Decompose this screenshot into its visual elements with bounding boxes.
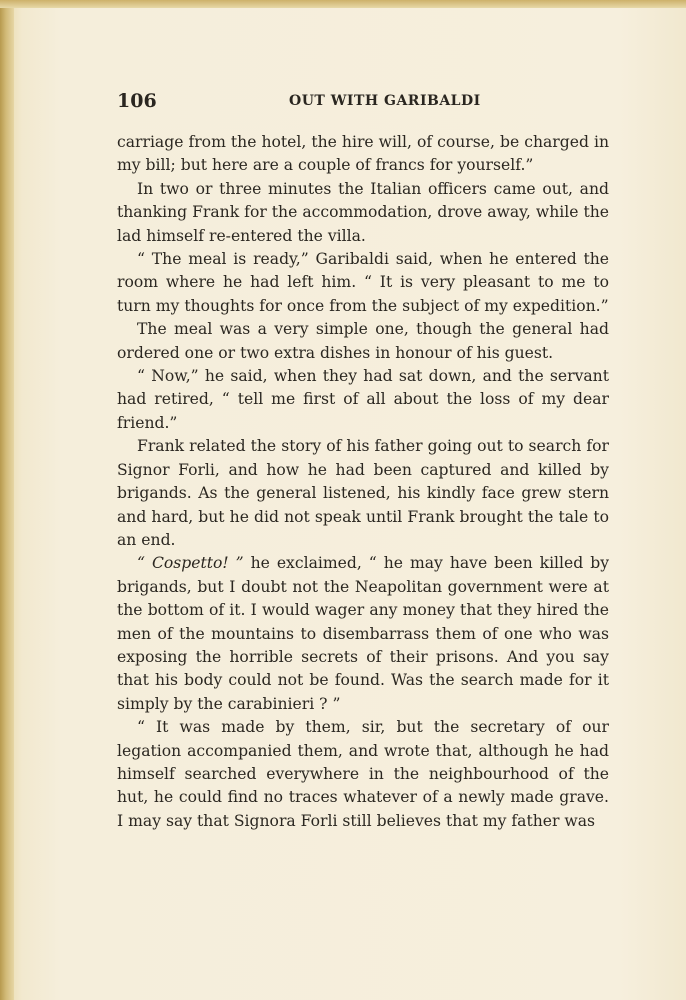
- page-number: 106: [117, 90, 157, 112]
- paragraph: carriage from the hotel, the hire will, of course, be charged in my bill; but here are a couple of francs for yourself.”: [117, 133, 609, 175]
- body-text: [117, 131, 609, 833]
- paragraph-rest: he exclaimed, “ he may have been killed by brigands, but I doubt not the Neapolitan government were at the bottom of it. I would wager any money that they hired the men of the mountains to disembarrass them of one who was exposing the horrible secrets of their prisons. And you say that his body could not be found. Was the search made for it simply by the carabinieri ? ”: [117, 554, 609, 713]
- running-head: OUT WITH GARIBALDI: [289, 93, 481, 109]
- paragraph: Frank related the story of his father going out to search for Signor Forli, and how he had been captured and killed by brigands. As the general listened, his kindly face grew stern and hard, but he did not speak until Frank brought the tale to an end.: [117, 437, 609, 549]
- paragraph: “ It was made by them, sir, but the secretary of our legation accompanied them, and wrote that, although he had himself searched everywhere in the neighbourhood of the hut, he could find no traces whatever of a newly made grave. I may say that Signora Forli still believes that my father was: [117, 718, 609, 830]
- paragraph: [117, 552, 609, 716]
- italic-exclamation: “ Cospetto! ”: [137, 554, 244, 573]
- paragraph: In two or three minutes the Italian officers came out, and thanking Frank for the accommodation, drove away, while the lad himself re-entered the villa.: [117, 179, 609, 245]
- page-header: [117, 90, 607, 114]
- paragraph: The meal was a very simple one, though the general had ordered one or two extra dishes in honour of his guest.: [117, 320, 609, 362]
- paragraph: “ Now,” he said, when they had sat down, and the servant had retired, “ tell me first of all about the loss of my dear friend.”: [117, 367, 609, 432]
- book-spine: [0, 0, 14, 1000]
- paragraph: “ The meal is ready,” Garibaldi said, when he entered the room where he had left him. “ It is very pleasant to me to turn my thoughts for once from the subject of my expedition.”: [117, 250, 609, 315]
- page-top-edge: [0, 0, 686, 8]
